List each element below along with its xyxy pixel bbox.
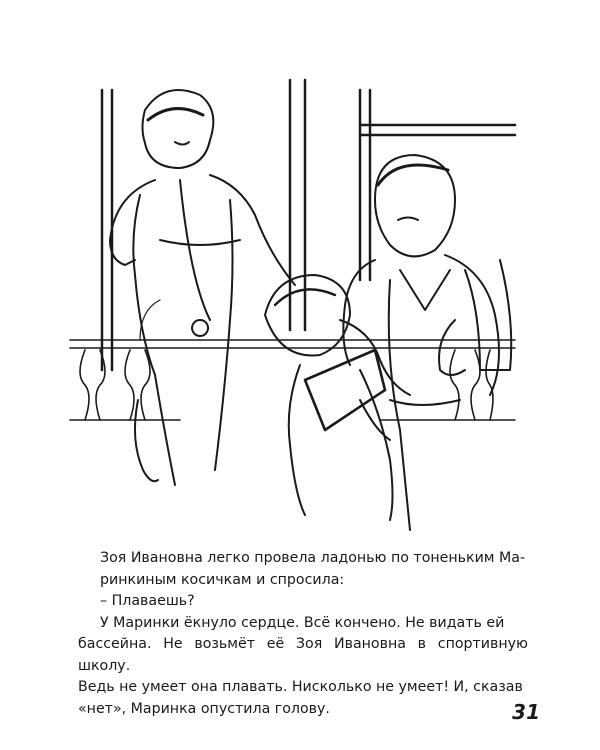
text-line: – Плаваешь? xyxy=(100,593,195,609)
paragraph-2 xyxy=(78,591,528,613)
paragraph-3 xyxy=(78,613,528,721)
window-frames xyxy=(102,80,515,370)
coach-figure xyxy=(110,90,295,485)
paragraph-1 xyxy=(78,548,528,591)
book-illustration xyxy=(60,70,520,540)
boy-figure xyxy=(343,155,511,530)
page-number: 31 xyxy=(512,700,540,724)
text-line: ринкиным косичкам и спросила: xyxy=(100,571,345,588)
story-text xyxy=(78,548,528,720)
text-line: У Маринки ёкнуло сердце. Всё кончено. Не видать ей xyxy=(100,614,505,631)
text-line: бассейна. Не возьмёт её Зоя Ивановна в спортивную школу. xyxy=(78,636,528,674)
text-line: «нет», Маринка опустила голову. xyxy=(78,700,330,717)
text-line: Зоя Ивановна легко провела ладонью по тоненьким Ма- xyxy=(100,550,526,566)
text-line: Ведь не умеет она плавать. Нисколько не умеет! И, сказав xyxy=(78,679,523,695)
